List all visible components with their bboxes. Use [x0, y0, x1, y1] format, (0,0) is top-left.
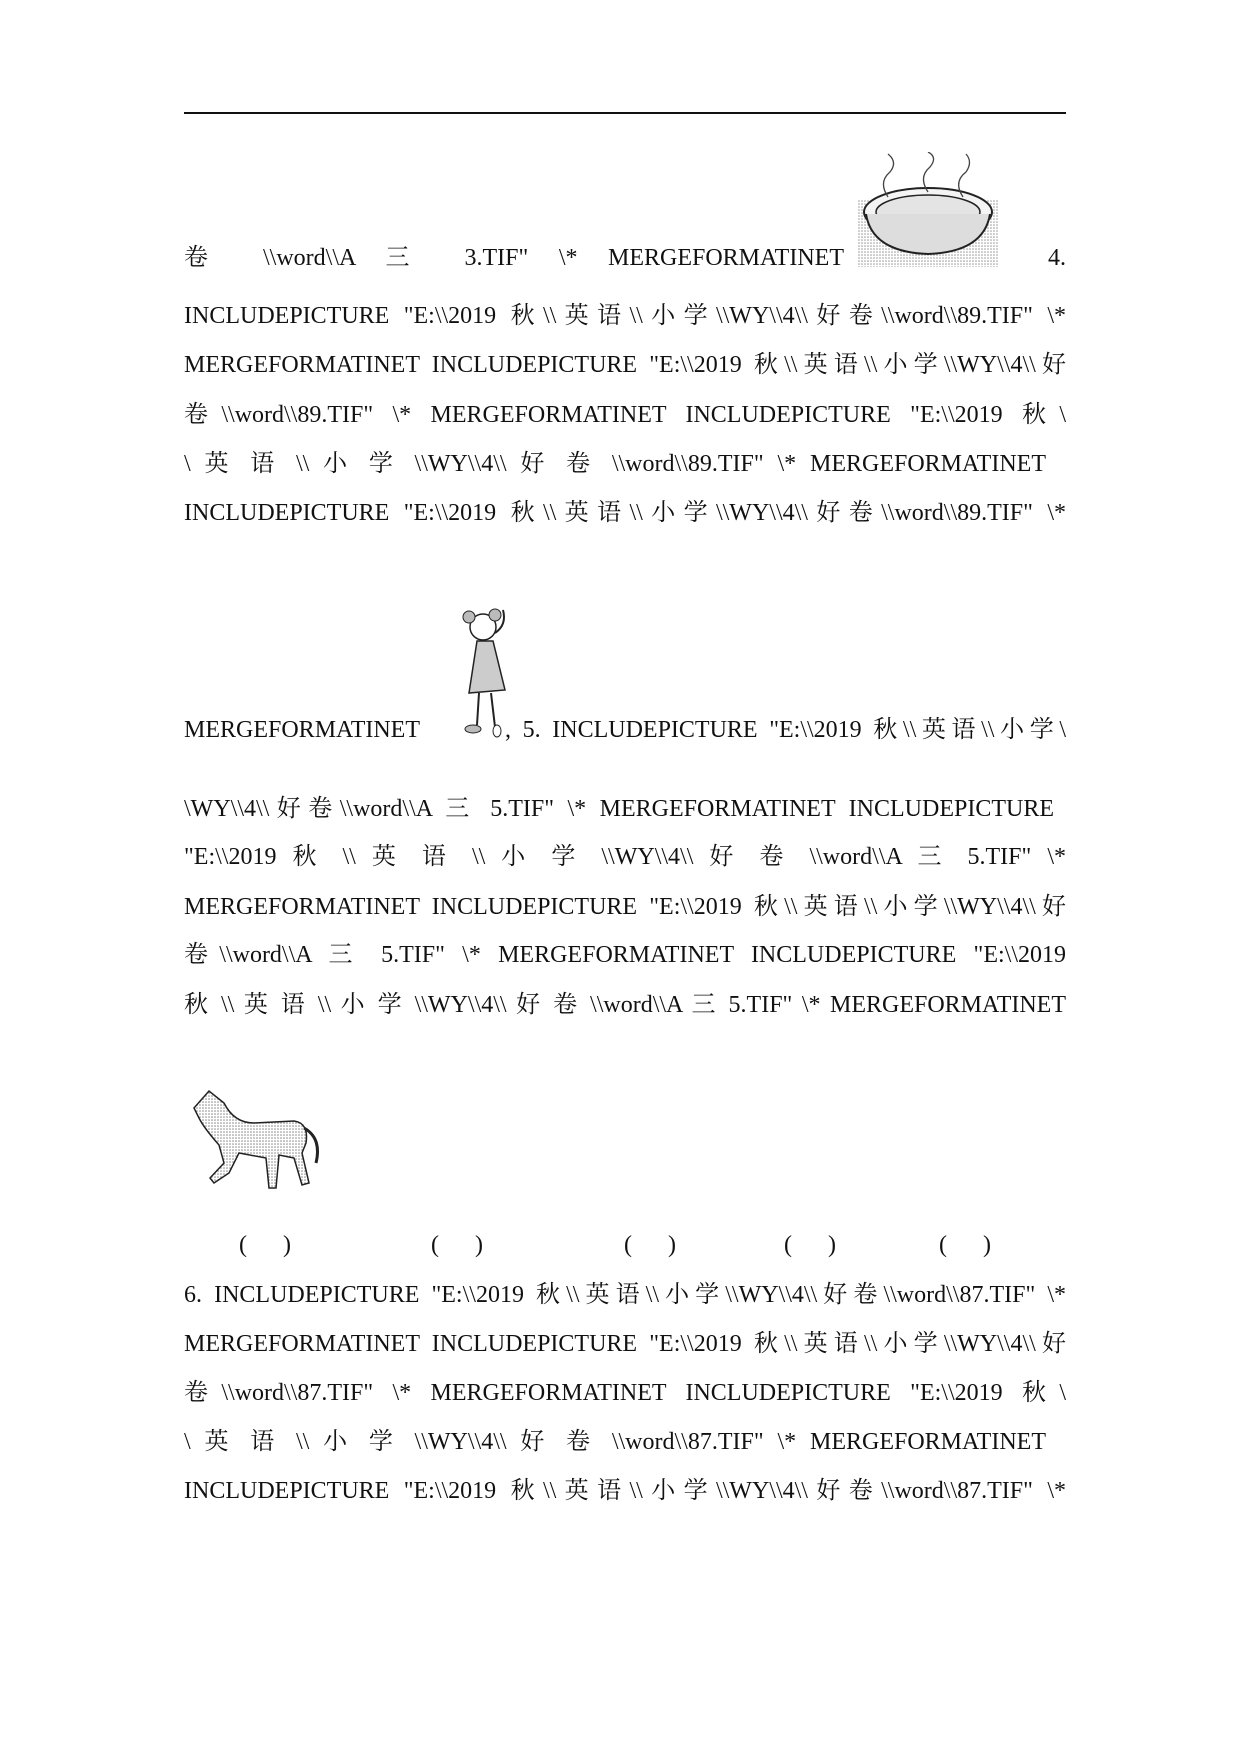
answer-blank-2[interactable]: ( ): [431, 1232, 483, 1258]
answer-blank-3[interactable]: ( ): [624, 1232, 676, 1258]
horse-image: [184, 1083, 324, 1193]
text-line: \ 英 语 \\ 小 学 \\WY\\4\\ 好 卷 \\word\\89.TIF" \* MERGEFORMATINET: [184, 451, 1046, 477]
text-line: \WY\\4\\好卷\\word\\A 三 5.TIF" \* MERGEFORMATINET INCLUDEPICTURE: [184, 796, 1054, 822]
text-line: \ 英 语 \\ 小 学 \\WY\\4\\ 好 卷 \\word\\87.TIF" \* MERGEFORMATINET: [184, 1429, 1046, 1455]
text-line: INCLUDEPICTURE "E:\\2019 秋\\英语\\小学\\WY\\4\\好卷\\word\\89.TIF" \*: [184, 303, 1066, 329]
text-line: "E:\\2019 秋 \\ 英 语 \\ 小 学 \\WY\\4\\ 好 卷 \\word\\A 三 5.TIF" \*: [184, 844, 1066, 870]
text-line: , 5. INCLUDEPICTURE "E:\\2019 秋\\英语\\小学\: [505, 717, 1066, 743]
text-line: 秋 \\ 英 语 \\ 小 学 \\WY\\4\\ 好 卷 \\word\\A 三 5.TIF" \* MERGEFORMATINET: [184, 992, 1066, 1018]
soup-bowl-image: [858, 152, 998, 267]
text-line: MERGEFORMATINET INCLUDEPICTURE "E:\\2019 秋\\英语\\小学\\WY\\4\\好: [184, 894, 1066, 920]
answer-blank-5[interactable]: ( ): [939, 1232, 991, 1258]
answer-blank-1[interactable]: ( ): [239, 1232, 291, 1258]
question-6-line: 6. INCLUDEPICTURE "E:\\2019 秋\\英语\\小学\\WY\\4\\好卷\\word\\87.TIF" \*: [184, 1282, 1066, 1308]
text-line: 卷\\word\\89.TIF" \* MERGEFORMATINET INCLUDEPICTURE "E:\\2019 秋\: [184, 402, 1066, 428]
text-line: INCLUDEPICTURE "E:\\2019 秋\\英语\\小学\\WY\\4\\好卷\\word\\87.TIF" \*: [184, 1478, 1066, 1504]
text-line: 卷\\word\\87.TIF" \* MERGEFORMATINET INCLUDEPICTURE "E:\\2019 秋\: [184, 1380, 1066, 1406]
text-line: 卷\\word\\A 三 5.TIF" \* MERGEFORMATINET INCLUDEPICTURE "E:\\2019: [184, 942, 1066, 968]
text-line: 卷 \\word\\A 三 3.TIF" \* MERGEFORMATINET: [184, 245, 844, 271]
text-line: MERGEFORMATINET INCLUDEPICTURE "E:\\2019 秋\\英语\\小学\\WY\\4\\好: [184, 1331, 1066, 1357]
text-line: MERGEFORMATINET: [184, 717, 421, 743]
text-line: MERGEFORMATINET INCLUDEPICTURE "E:\\2019 秋\\英语\\小学\\WY\\4\\好: [184, 352, 1066, 378]
text-line: INCLUDEPICTURE "E:\\2019 秋\\英语\\小学\\WY\\4\\好卷\\word\\89.TIF" \*: [184, 500, 1066, 526]
header-rule: [184, 112, 1066, 114]
question-number-4: 4.: [1048, 245, 1066, 271]
answer-blank-4[interactable]: ( ): [784, 1232, 836, 1258]
